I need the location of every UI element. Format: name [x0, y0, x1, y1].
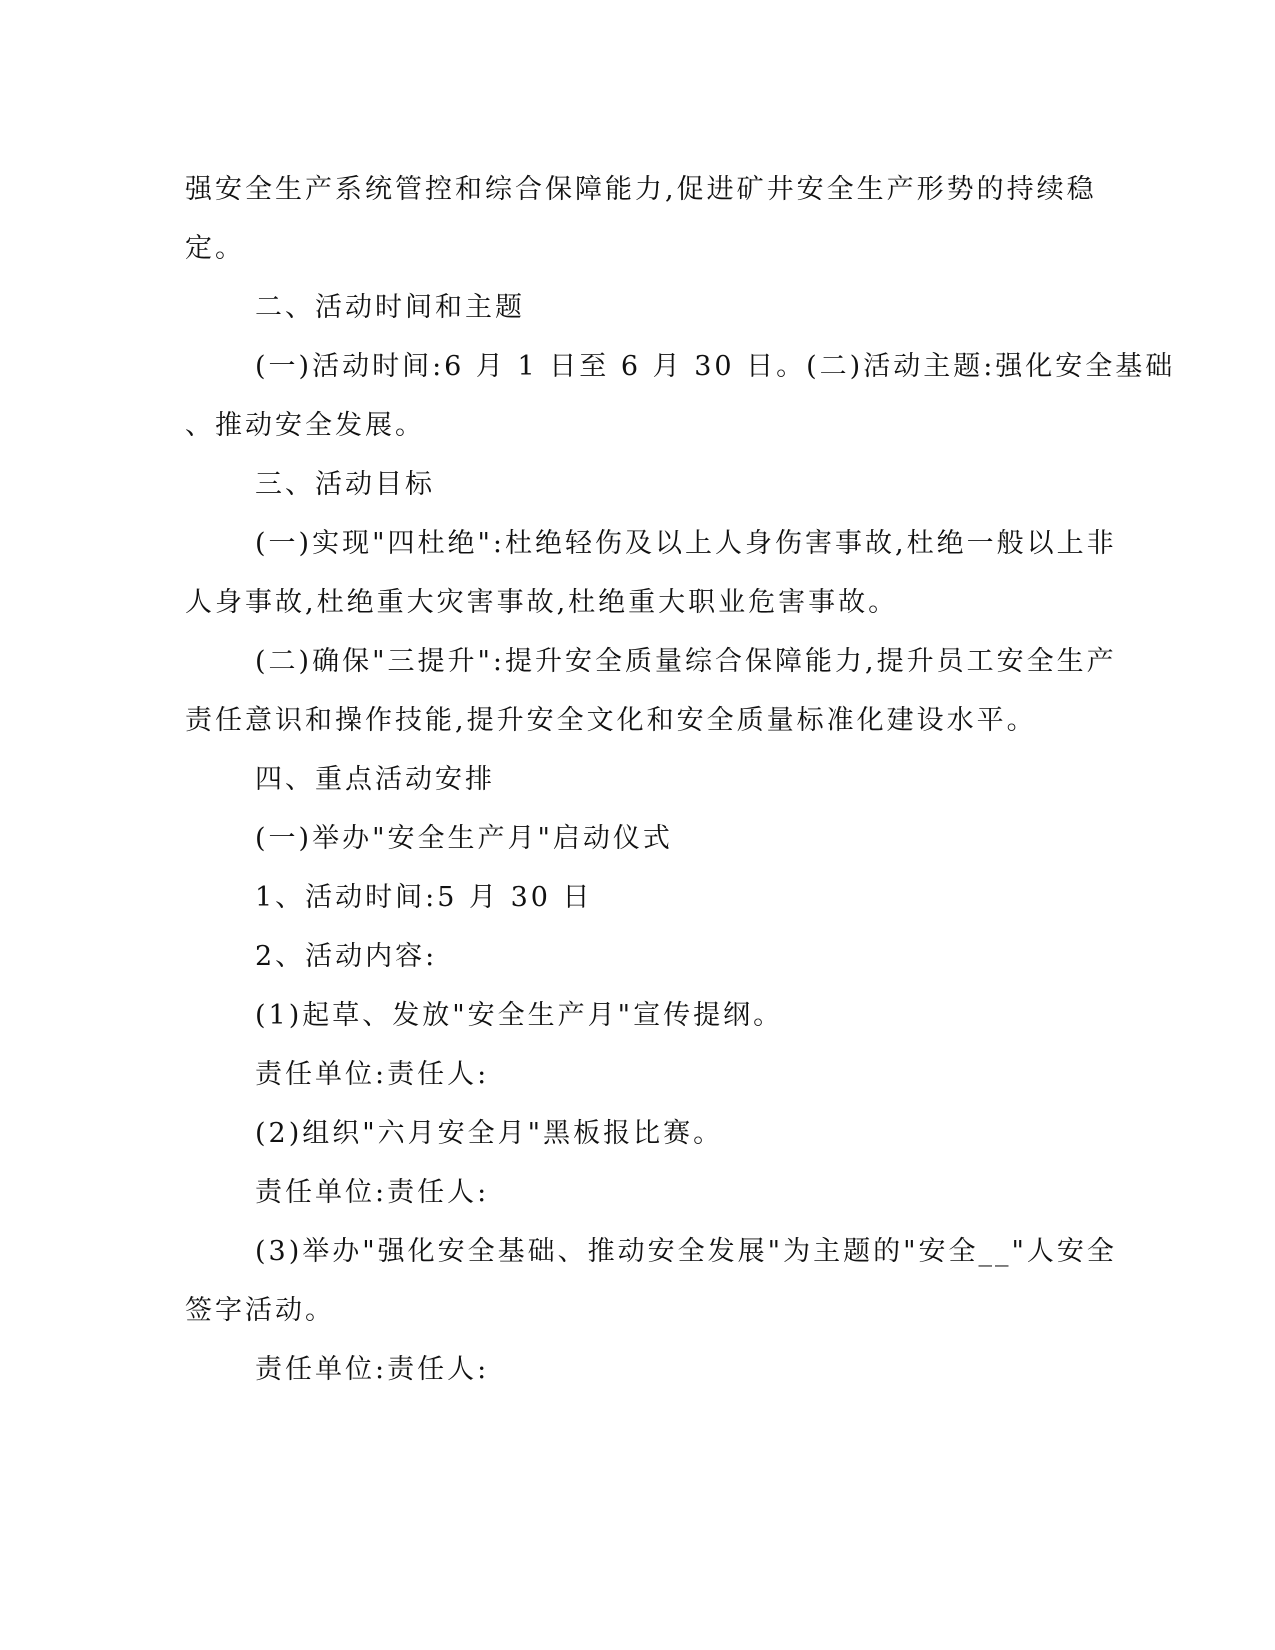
responsibility-line: 责任单位:责任人: — [255, 1354, 490, 1385]
responsibility-line: 责任单位:责任人: — [255, 1177, 490, 1208]
section-heading: 三、活动目标 — [255, 469, 435, 500]
paragraph-line: 签字活动。 — [185, 1295, 335, 1326]
paragraph-line: 责任意识和操作技能,提升安全文化和安全质量标准化建设水平。 — [185, 705, 1037, 736]
list-item: 1、活动时间:5 月 30 日 — [255, 882, 593, 913]
paragraph-line: 、推动安全发展。 — [185, 410, 425, 441]
section-heading: 二、活动时间和主题 — [255, 292, 525, 323]
paragraph-line: 定。 — [185, 233, 245, 264]
list-item: (3)举办"强化安全基础、推动安全发展"为主题的"安全__"人安全 — [255, 1236, 1117, 1267]
list-item: (1)起草、发放"安全生产月"宣传提纲。 — [255, 1000, 784, 1031]
paragraph-line: (一)实现"四杜绝":杜绝轻伤及以上人身伤害事故,杜绝一般以上非 — [255, 528, 1117, 559]
list-item: (2)组织"六月安全月"黑板报比赛。 — [255, 1118, 724, 1149]
responsibility-line: 责任单位:责任人: — [255, 1059, 490, 1090]
paragraph-line: 人身事故,杜绝重大灾害事故,杜绝重大职业危害事故。 — [185, 587, 899, 618]
paragraph-line: 强安全生产系统管控和综合保障能力,促进矿井安全生产形势的持续稳 — [185, 174, 1097, 205]
section-heading: 四、重点活动安排 — [255, 764, 495, 795]
paragraph-line: (一)活动时间:6 月 1 日至 6 月 30 日。(二)活动主题:强化安全基础 — [255, 351, 1176, 382]
document-body — [185, 160, 1176, 1399]
list-item: 2、活动内容: — [255, 941, 438, 972]
paragraph-line: (二)确保"三提升":提升安全质量综合保障能力,提升员工安全生产 — [255, 646, 1117, 677]
subsection-heading: (一)举办"安全生产月"启动仪式 — [255, 823, 673, 854]
